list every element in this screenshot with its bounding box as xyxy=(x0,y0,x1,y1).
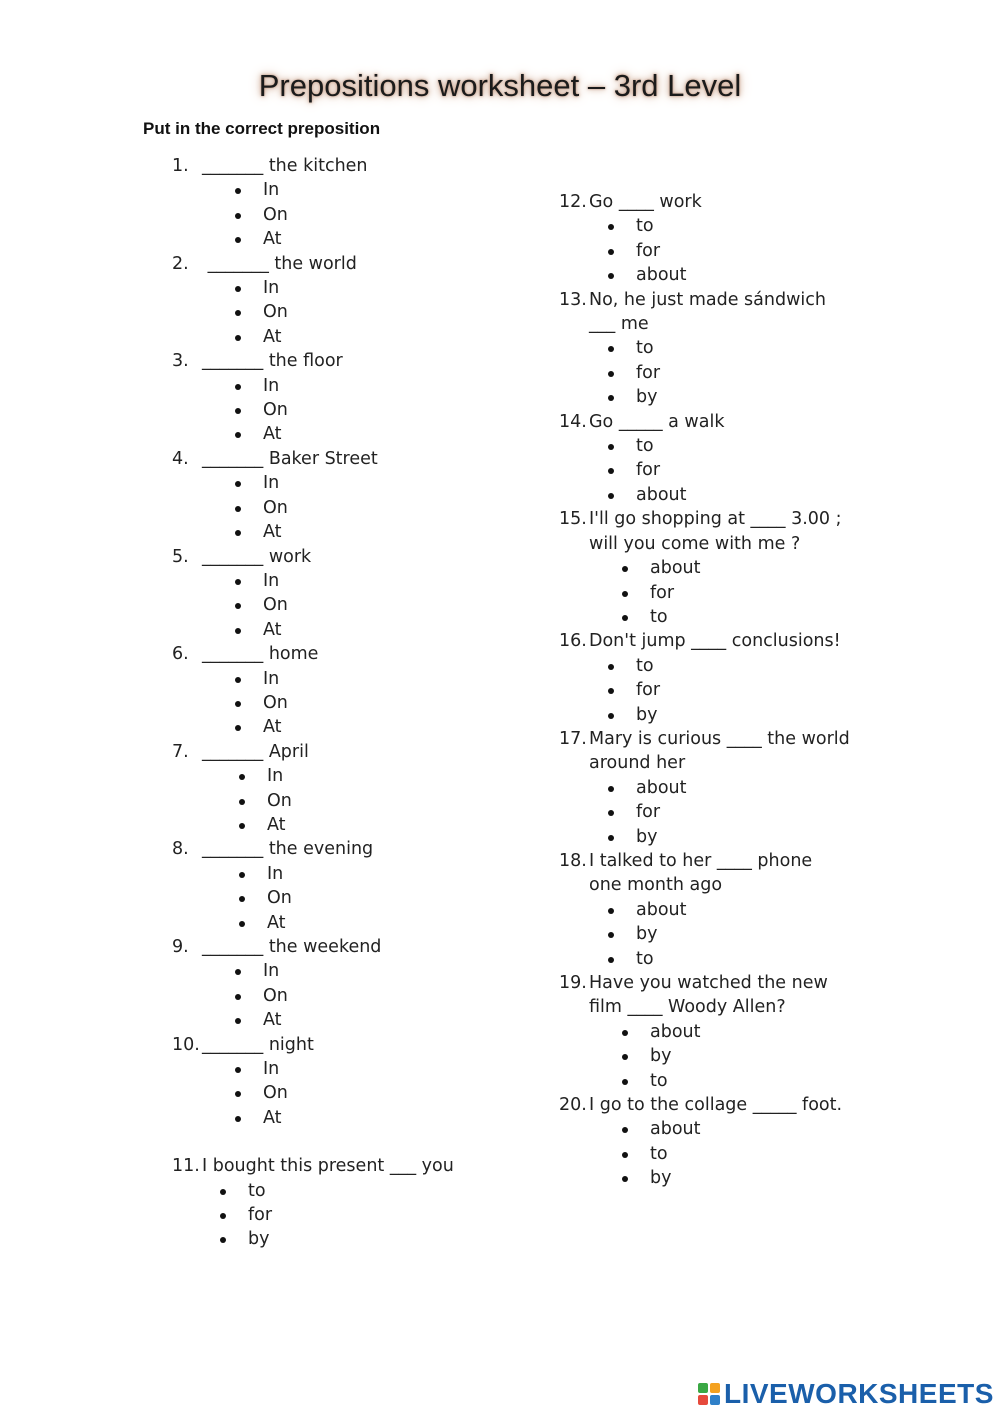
answer-option[interactable]: In xyxy=(263,959,454,983)
answer-option[interactable]: to xyxy=(248,1179,454,1203)
question-prompt: Go _____ a walk xyxy=(589,411,725,432)
answer-option[interactable]: to xyxy=(636,947,850,971)
question-prompt: _______ Baker Street xyxy=(202,448,378,469)
left-question-column xyxy=(172,154,454,1252)
answer-options xyxy=(267,764,454,837)
answer-option[interactable]: for xyxy=(636,458,850,482)
question-2 xyxy=(172,252,454,350)
question-15 xyxy=(559,507,850,629)
logo-square xyxy=(710,1395,720,1405)
question-number: 19. xyxy=(559,973,587,993)
question-1 xyxy=(172,154,454,252)
question-prompt: Don't jump ____ conclusions! xyxy=(589,631,841,652)
right-question-column xyxy=(559,190,850,1191)
logo-square xyxy=(698,1383,708,1393)
instruction-text: Put in the correct preposition xyxy=(143,119,381,138)
answer-option[interactable]: At xyxy=(263,422,454,446)
question-prompt: I talked to her ____ phone xyxy=(589,850,813,871)
answer-option[interactable]: to xyxy=(636,214,850,238)
question-9 xyxy=(172,935,454,1033)
question-prompt-continued: will you come with me ? xyxy=(589,533,801,554)
question-number: 8. xyxy=(172,839,189,860)
answer-option[interactable]: At xyxy=(263,715,454,739)
question-text xyxy=(172,349,454,373)
question-number: 10. xyxy=(172,1034,200,1055)
question-number: 9. xyxy=(172,937,189,957)
answer-option[interactable]: On xyxy=(263,398,454,422)
answer-option[interactable]: On xyxy=(263,984,454,1008)
answer-options xyxy=(636,898,850,971)
answer-option[interactable]: In xyxy=(263,471,454,495)
liveworksheets-logo-icon xyxy=(698,1383,720,1405)
answer-options xyxy=(636,336,850,409)
logo-square xyxy=(710,1383,720,1393)
question-text xyxy=(172,545,454,569)
answer-option[interactable]: about xyxy=(636,263,850,287)
answer-option[interactable]: by xyxy=(636,385,850,409)
question-text xyxy=(559,507,850,531)
answer-option[interactable]: for xyxy=(636,361,850,385)
question-14 xyxy=(559,410,850,508)
answer-option[interactable]: for xyxy=(636,678,850,702)
answer-option[interactable]: to xyxy=(636,336,850,360)
question-prompt: I bought this present ___ you xyxy=(202,1156,454,1177)
answer-option[interactable]: by xyxy=(636,703,850,727)
question-prompt: _______ the weekend xyxy=(202,937,382,957)
question-prompt: _______ home xyxy=(202,644,319,665)
answer-options xyxy=(263,471,454,544)
answer-option[interactable]: At xyxy=(263,227,454,251)
question-prompt-continued: ___ me xyxy=(589,314,649,335)
liveworksheets-logo xyxy=(698,1378,994,1410)
answer-option[interactable]: about xyxy=(636,898,850,922)
question-12 xyxy=(559,190,850,288)
answer-option[interactable]: At xyxy=(267,813,454,837)
question-prompt-continued: around her xyxy=(589,753,686,774)
question-10 xyxy=(172,1033,454,1131)
answer-option[interactable]: At xyxy=(263,325,454,349)
question-3 xyxy=(172,349,454,447)
answer-option[interactable]: On xyxy=(263,203,454,227)
question-prompt: I'll go shopping at ____ 3.00 ; xyxy=(589,509,842,530)
answer-option[interactable]: for xyxy=(636,239,850,263)
answer-option[interactable]: At xyxy=(263,1008,454,1032)
answer-option[interactable]: for xyxy=(636,800,850,824)
worksheet-title: Prepositions worksheet – 3rd Level xyxy=(258,68,742,103)
answer-options xyxy=(636,654,850,727)
question-13 xyxy=(559,288,850,410)
answer-option[interactable]: In xyxy=(263,276,454,300)
question-number: 12. xyxy=(559,192,587,212)
question-number: 4. xyxy=(172,448,189,469)
answer-option[interactable]: At xyxy=(263,1106,454,1130)
answer-option[interactable]: On xyxy=(263,496,454,520)
question-number: 16. xyxy=(559,631,587,652)
question-number: 11. xyxy=(172,1156,200,1177)
answer-option[interactable]: by xyxy=(650,1166,850,1190)
answer-options xyxy=(267,862,454,935)
answer-option[interactable]: On xyxy=(267,886,454,910)
answer-option[interactable]: by xyxy=(636,825,850,849)
question-text xyxy=(172,935,454,959)
answer-options xyxy=(636,434,850,507)
question-prompt: Have you watched the new xyxy=(589,973,828,993)
answer-options xyxy=(263,178,454,251)
question-number: 20. xyxy=(559,1095,587,1116)
question-number: 2. xyxy=(172,253,189,274)
question-number: 6. xyxy=(172,644,189,665)
answer-options xyxy=(650,1020,850,1093)
question-text xyxy=(172,642,454,666)
question-5 xyxy=(172,545,454,643)
answer-options xyxy=(263,667,454,740)
question-16 xyxy=(559,629,850,727)
question-number: 13. xyxy=(559,289,587,310)
question-prompt: I go to the collage _____ foot. xyxy=(589,1095,843,1116)
question-8 xyxy=(172,837,454,935)
answer-option[interactable]: In xyxy=(263,667,454,691)
question-text xyxy=(172,1033,454,1057)
question-prompt-continued: film ____ Woody Allen? xyxy=(589,997,786,1018)
question-text xyxy=(172,447,454,471)
answer-options xyxy=(248,1179,454,1252)
question-text xyxy=(172,740,454,764)
question-text xyxy=(559,629,850,653)
question-text xyxy=(172,837,454,861)
answer-options xyxy=(636,214,850,287)
question-4 xyxy=(172,447,454,545)
question-prompt: _______ the floor xyxy=(202,351,343,372)
answer-option[interactable]: to xyxy=(650,1069,850,1093)
answer-option[interactable]: On xyxy=(267,789,454,813)
question-prompt: _______ night xyxy=(202,1034,314,1055)
question-prompt: Go ____ work xyxy=(589,192,702,212)
answer-option[interactable]: At xyxy=(263,618,454,642)
answer-option[interactable]: about xyxy=(650,1020,850,1044)
answer-option[interactable]: about xyxy=(650,556,850,580)
question-prompt: _______ the evening xyxy=(202,839,374,860)
question-text xyxy=(559,410,850,434)
question-20 xyxy=(559,1093,850,1191)
answer-option[interactable]: On xyxy=(263,300,454,324)
answer-option[interactable]: to xyxy=(650,1142,850,1166)
answer-option[interactable]: to xyxy=(636,654,850,678)
answer-option[interactable]: In xyxy=(267,862,454,886)
answer-option[interactable]: about xyxy=(636,776,850,800)
answer-option[interactable]: On xyxy=(263,691,454,715)
question-11 xyxy=(172,1154,454,1252)
question-text xyxy=(559,288,850,312)
answer-options xyxy=(263,276,454,349)
answer-options xyxy=(636,776,850,849)
question-prompt-continued: one month ago xyxy=(589,875,723,896)
answer-option[interactable]: In xyxy=(263,1057,454,1081)
answer-option[interactable]: At xyxy=(267,911,454,935)
answer-option[interactable]: At xyxy=(263,520,454,544)
question-number: 17. xyxy=(559,728,587,749)
answer-option[interactable]: In xyxy=(263,178,454,202)
question-prompt: _______ the kitchen xyxy=(202,156,368,176)
answer-option[interactable]: for xyxy=(650,581,850,605)
question-text xyxy=(559,727,850,751)
answer-options xyxy=(263,1057,454,1130)
logo-text: LIVEWORKSHEETS xyxy=(724,1378,994,1409)
answer-options xyxy=(263,374,454,447)
question-text xyxy=(559,1093,850,1117)
question-number: 3. xyxy=(172,351,189,372)
question-number: 7. xyxy=(172,741,189,762)
question-number: 1. xyxy=(172,156,189,176)
question-text xyxy=(559,849,850,873)
question-number: 5. xyxy=(172,546,189,567)
answer-option[interactable]: by xyxy=(248,1227,454,1251)
answer-option[interactable]: On xyxy=(263,593,454,617)
answer-option[interactable]: In xyxy=(263,374,454,398)
question-6 xyxy=(172,642,454,740)
question-text xyxy=(172,1154,454,1178)
answer-options xyxy=(263,569,454,642)
answer-option[interactable]: to xyxy=(650,605,850,629)
question-prompt: _______ the world xyxy=(202,253,357,274)
question-number: 14. xyxy=(559,411,587,432)
answer-option[interactable]: by xyxy=(650,1044,850,1068)
answer-options xyxy=(650,1117,850,1190)
question-7 xyxy=(172,740,454,838)
question-text xyxy=(559,190,850,214)
answer-option[interactable]: to xyxy=(636,434,850,458)
answer-options xyxy=(263,959,454,1032)
question-number: 18. xyxy=(559,850,587,871)
question-19 xyxy=(559,971,850,1093)
logo-square xyxy=(698,1395,708,1405)
answer-option[interactable]: by xyxy=(636,922,850,946)
answer-options xyxy=(650,556,850,629)
answer-option[interactable]: On xyxy=(263,1081,454,1105)
question-18 xyxy=(559,849,850,971)
answer-option[interactable]: In xyxy=(267,764,454,788)
question-prompt: Mary is curious ____ the world xyxy=(589,728,850,749)
question-number: 15. xyxy=(559,509,587,530)
question-prompt: No, he just made sándwich xyxy=(589,289,826,310)
question-prompt: _______ work xyxy=(202,546,312,567)
answer-option[interactable]: about xyxy=(636,483,850,507)
answer-option[interactable]: about xyxy=(650,1117,850,1141)
question-17 xyxy=(559,727,850,849)
question-text xyxy=(559,971,850,995)
answer-option[interactable]: In xyxy=(263,569,454,593)
question-text xyxy=(172,154,454,178)
question-prompt: _______ April xyxy=(202,741,309,762)
answer-option[interactable]: for xyxy=(248,1203,454,1227)
question-text xyxy=(172,252,454,276)
